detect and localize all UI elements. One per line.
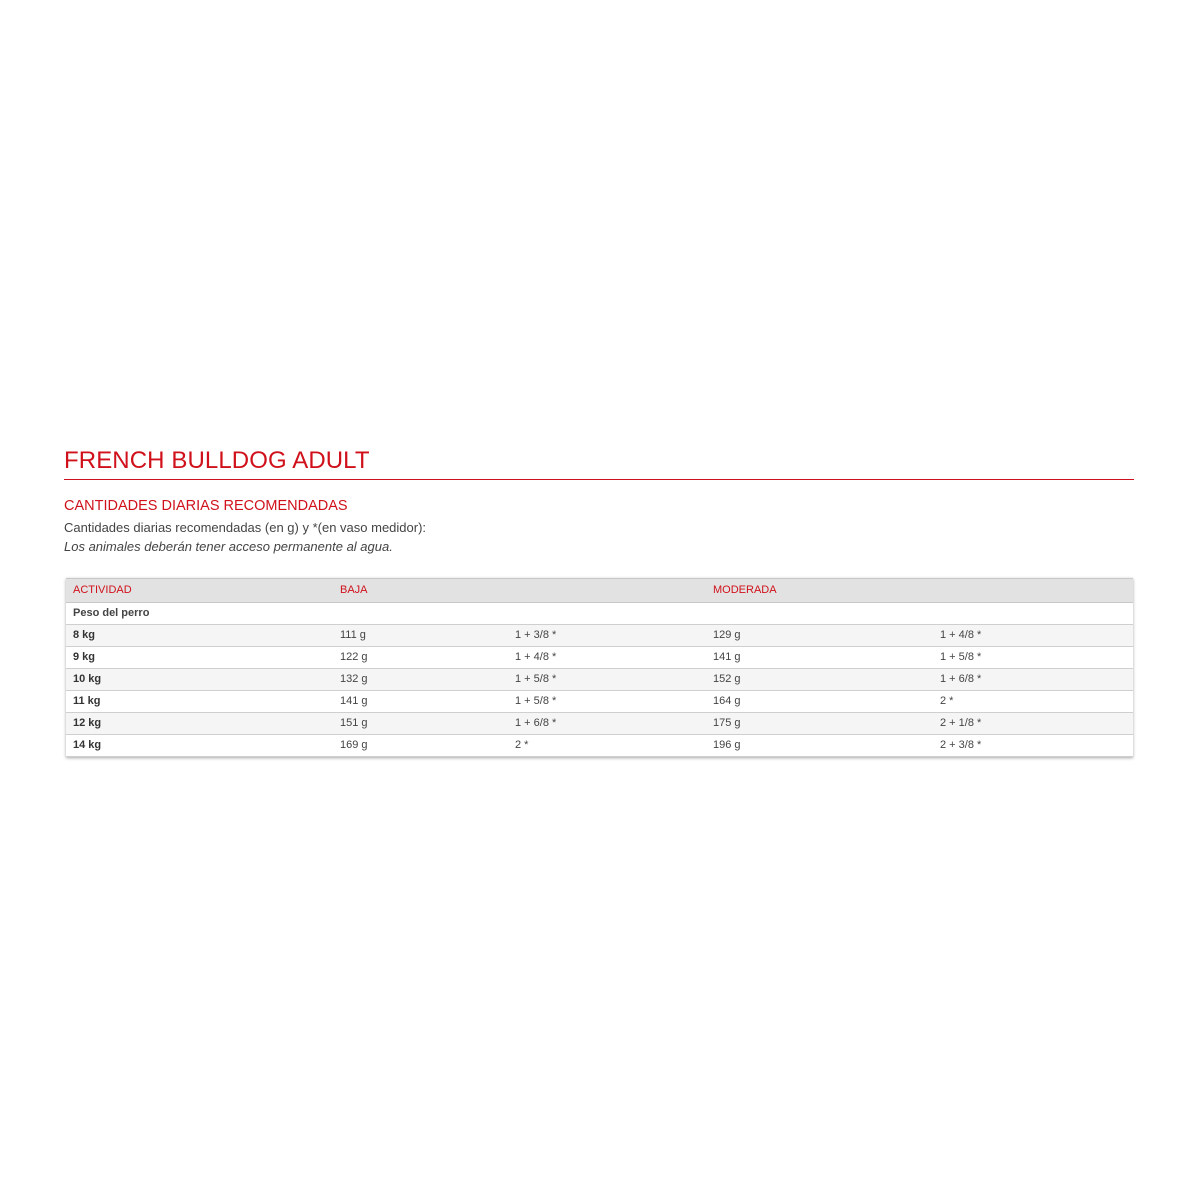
feeding-table: [66, 578, 1133, 757]
cell-moderate-cups: 1 + 4/8 *: [933, 625, 1133, 647]
cell-moderate-cups: 2 *: [933, 691, 1133, 713]
feeding-guide: [64, 446, 1134, 556]
cell-moderate-cups: 1 + 5/8 *: [933, 647, 1133, 669]
cell-low-grams: 132 g: [333, 669, 508, 691]
cell-low-cups: 1 + 3/8 *: [508, 625, 706, 647]
cell-moderate-grams: 196 g: [706, 735, 933, 757]
cell-low-cups: 2 *: [508, 735, 706, 757]
cell-moderate-grams: 129 g: [706, 625, 933, 647]
cell-moderate-cups: 2 + 3/8 *: [933, 735, 1133, 757]
table-row: [66, 625, 1133, 647]
table-row: [66, 691, 1133, 713]
table-header-row: [66, 579, 1133, 603]
cell-moderate-grams: 152 g: [706, 669, 933, 691]
header-low: BAJA: [333, 579, 706, 603]
cell-moderate-grams: 141 g: [706, 647, 933, 669]
table-row: [66, 647, 1133, 669]
table-row: [66, 735, 1133, 757]
table-row: [66, 713, 1133, 735]
cell-moderate-grams: 164 g: [706, 691, 933, 713]
cell-weight: 11 kg: [66, 691, 333, 713]
cell-moderate-cups: 1 + 6/8 *: [933, 669, 1133, 691]
cell-low-grams: 141 g: [333, 691, 508, 713]
cell-low-grams: 169 g: [333, 735, 508, 757]
header-activity: ACTIVIDAD: [66, 579, 333, 603]
cell-low-cups: 1 + 6/8 *: [508, 713, 706, 735]
feeding-table-container: [66, 578, 1133, 757]
cell-moderate-grams: 175 g: [706, 713, 933, 735]
section-title: CANTIDADES DIARIAS RECOMENDADAS: [64, 498, 348, 514]
intro-text: Cantidades diarias recomendadas (en g) y *(en vaso medidor):: [64, 520, 427, 535]
table-subheader-row: [66, 603, 1133, 625]
cell-low-grams: 151 g: [333, 713, 508, 735]
cell-weight: 14 kg: [66, 735, 333, 757]
cell-moderate-cups: 2 + 1/8 *: [933, 713, 1133, 735]
cell-weight: 12 kg: [66, 713, 333, 735]
water-note: Los animales deberán tener acceso permanente al agua.: [64, 539, 393, 554]
table-row: [66, 669, 1133, 691]
cell-low-cups: 1 + 5/8 *: [508, 669, 706, 691]
cell-low-cups: 1 + 4/8 *: [508, 647, 706, 669]
title-divider: [64, 479, 1134, 480]
cell-low-cups: 1 + 5/8 *: [508, 691, 706, 713]
product-title: FRENCH BULLDOG ADULT: [64, 447, 370, 474]
cell-weight: 9 kg: [66, 647, 333, 669]
header-moderate: MODERADA: [706, 579, 1133, 603]
cell-weight: 10 kg: [66, 669, 333, 691]
cell-weight: 8 kg: [66, 625, 333, 647]
dog-weight-label: Peso del perro: [66, 603, 1133, 625]
cell-low-grams: 122 g: [333, 647, 508, 669]
cell-low-grams: 111 g: [333, 625, 508, 647]
